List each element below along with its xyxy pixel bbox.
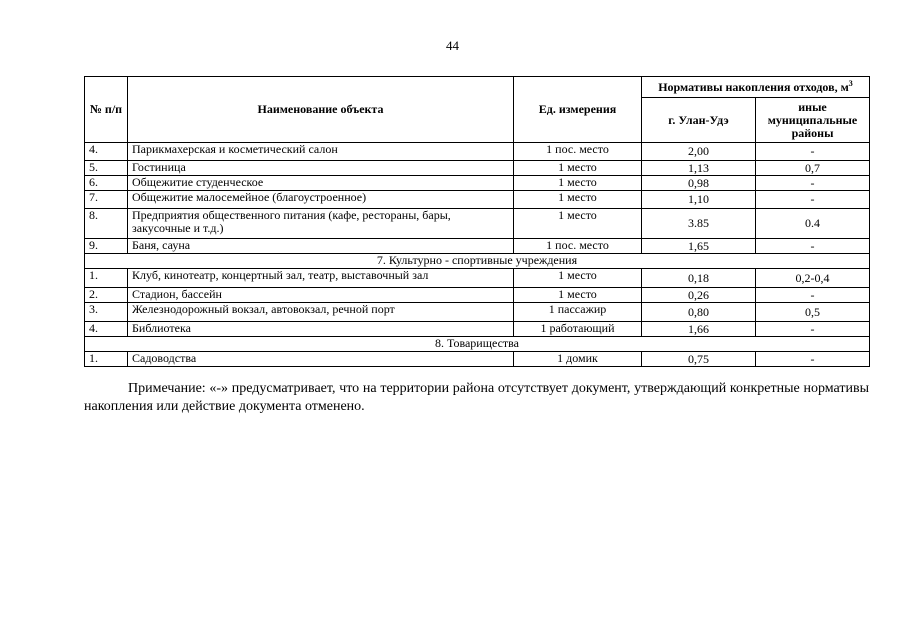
row-number: 4. [85, 143, 128, 161]
row-unit: 1 пос. место [514, 143, 642, 161]
row-city-value: 0,80 [642, 303, 756, 322]
header-city: г. Улан-Удэ [642, 98, 756, 143]
row-city-value: 1,65 [642, 239, 756, 254]
row-name: Общежитие студенческое [128, 176, 514, 191]
row-number: 4. [85, 322, 128, 337]
row-other-value: 0.4 [756, 209, 870, 239]
header-other: иные муниципальные районы [756, 98, 870, 143]
row-unit: 1 пассажир [514, 303, 642, 322]
row-name: Железнодорожный вокзал, автовокзал, речной порт [128, 303, 514, 322]
note-text: Примечание: «-» предусматривает, что на территории района отсутствует документ, утверждающий конкретные нормативы накопления или действие документа отменено. [84, 381, 869, 414]
row-number: 2. [85, 288, 128, 303]
row-number: 7. [85, 191, 128, 209]
table-row [85, 161, 870, 176]
norms-table [84, 76, 870, 367]
row-name: Парикмахерская и косметический салон [128, 143, 514, 161]
row-other-value: 0,5 [756, 303, 870, 322]
row-unit: 1 пос. место [514, 239, 642, 254]
row-other-value: - [756, 288, 870, 303]
row-other-value: - [756, 322, 870, 337]
row-other-value: 0,2-0,4 [756, 269, 870, 288]
row-name: Предприятия общественного питания (кафе, рестораны, бары, закусочные и т.д.) [128, 209, 514, 239]
row-city-value: 0,98 [642, 176, 756, 191]
row-name: Стадион, бассейн [128, 288, 514, 303]
row-name: Библиотека [128, 322, 514, 337]
row-unit: 1 место [514, 191, 642, 209]
row-name: Садоводства [128, 352, 514, 367]
table-row [85, 322, 870, 337]
row-name: Баня, сауна [128, 239, 514, 254]
row-number: 6. [85, 176, 128, 191]
row-unit: 1 домик [514, 352, 642, 367]
row-number: 1. [85, 269, 128, 288]
row-name: Гостиница [128, 161, 514, 176]
row-other-value: 0,7 [756, 161, 870, 176]
row-city-value: 1,10 [642, 191, 756, 209]
row-name: Общежитие малосемейное (благоустроенное) [128, 191, 514, 209]
section-8-title: 8. Товарищества [85, 337, 870, 352]
header-num: № п/п [85, 77, 128, 143]
row-city-value: 1,13 [642, 161, 756, 176]
row-city-value: 1,66 [642, 322, 756, 337]
row-unit: 1 работающий [514, 322, 642, 337]
header-norms [642, 77, 870, 98]
header-norms-label: Нормативы накопления отходов, м [658, 79, 849, 94]
section-7-group [85, 254, 870, 269]
section-8-group [85, 337, 870, 352]
table-row [85, 143, 870, 161]
section-7-title: 7. Культурно - спортивные учреждения [85, 254, 870, 269]
table-row [85, 352, 870, 367]
rows-group-b [85, 269, 870, 337]
row-unit: 1 место [514, 176, 642, 191]
row-other-value: - [756, 191, 870, 209]
table-row [85, 288, 870, 303]
rows-group-c [85, 352, 870, 367]
table-row [85, 191, 870, 209]
row-city-value: 2,00 [642, 143, 756, 161]
row-number: 5. [85, 161, 128, 176]
row-unit: 1 место [514, 288, 642, 303]
row-city-value: 3.85 [642, 209, 756, 239]
row-city-value: 0,18 [642, 269, 756, 288]
row-number: 9. [85, 239, 128, 254]
row-number: 8. [85, 209, 128, 239]
header-unit: Ед. измерения [514, 77, 642, 143]
row-unit: 1 место [514, 269, 642, 288]
row-other-value: - [756, 176, 870, 191]
rows-group-a [85, 143, 870, 254]
page-number: 44 [446, 38, 459, 53]
row-city-value: 0,75 [642, 352, 756, 367]
table-row [85, 269, 870, 288]
row-unit: 1 место [514, 161, 642, 176]
row-other-value: - [756, 239, 870, 254]
row-number: 1. [85, 352, 128, 367]
header-name: Наименование объекта [128, 77, 514, 143]
row-unit: 1 место [514, 209, 642, 239]
table-row [85, 209, 870, 239]
table-row [85, 176, 870, 191]
row-other-value: - [756, 352, 870, 367]
row-name: Клуб, кинотеатр, концертный зал, театр, выставочный зал [128, 269, 514, 288]
header-norms-sup: 3 [848, 78, 853, 88]
row-number: 3. [85, 303, 128, 322]
table-row [85, 303, 870, 322]
row-other-value: - [756, 143, 870, 161]
table-row [85, 239, 870, 254]
row-city-value: 0,26 [642, 288, 756, 303]
